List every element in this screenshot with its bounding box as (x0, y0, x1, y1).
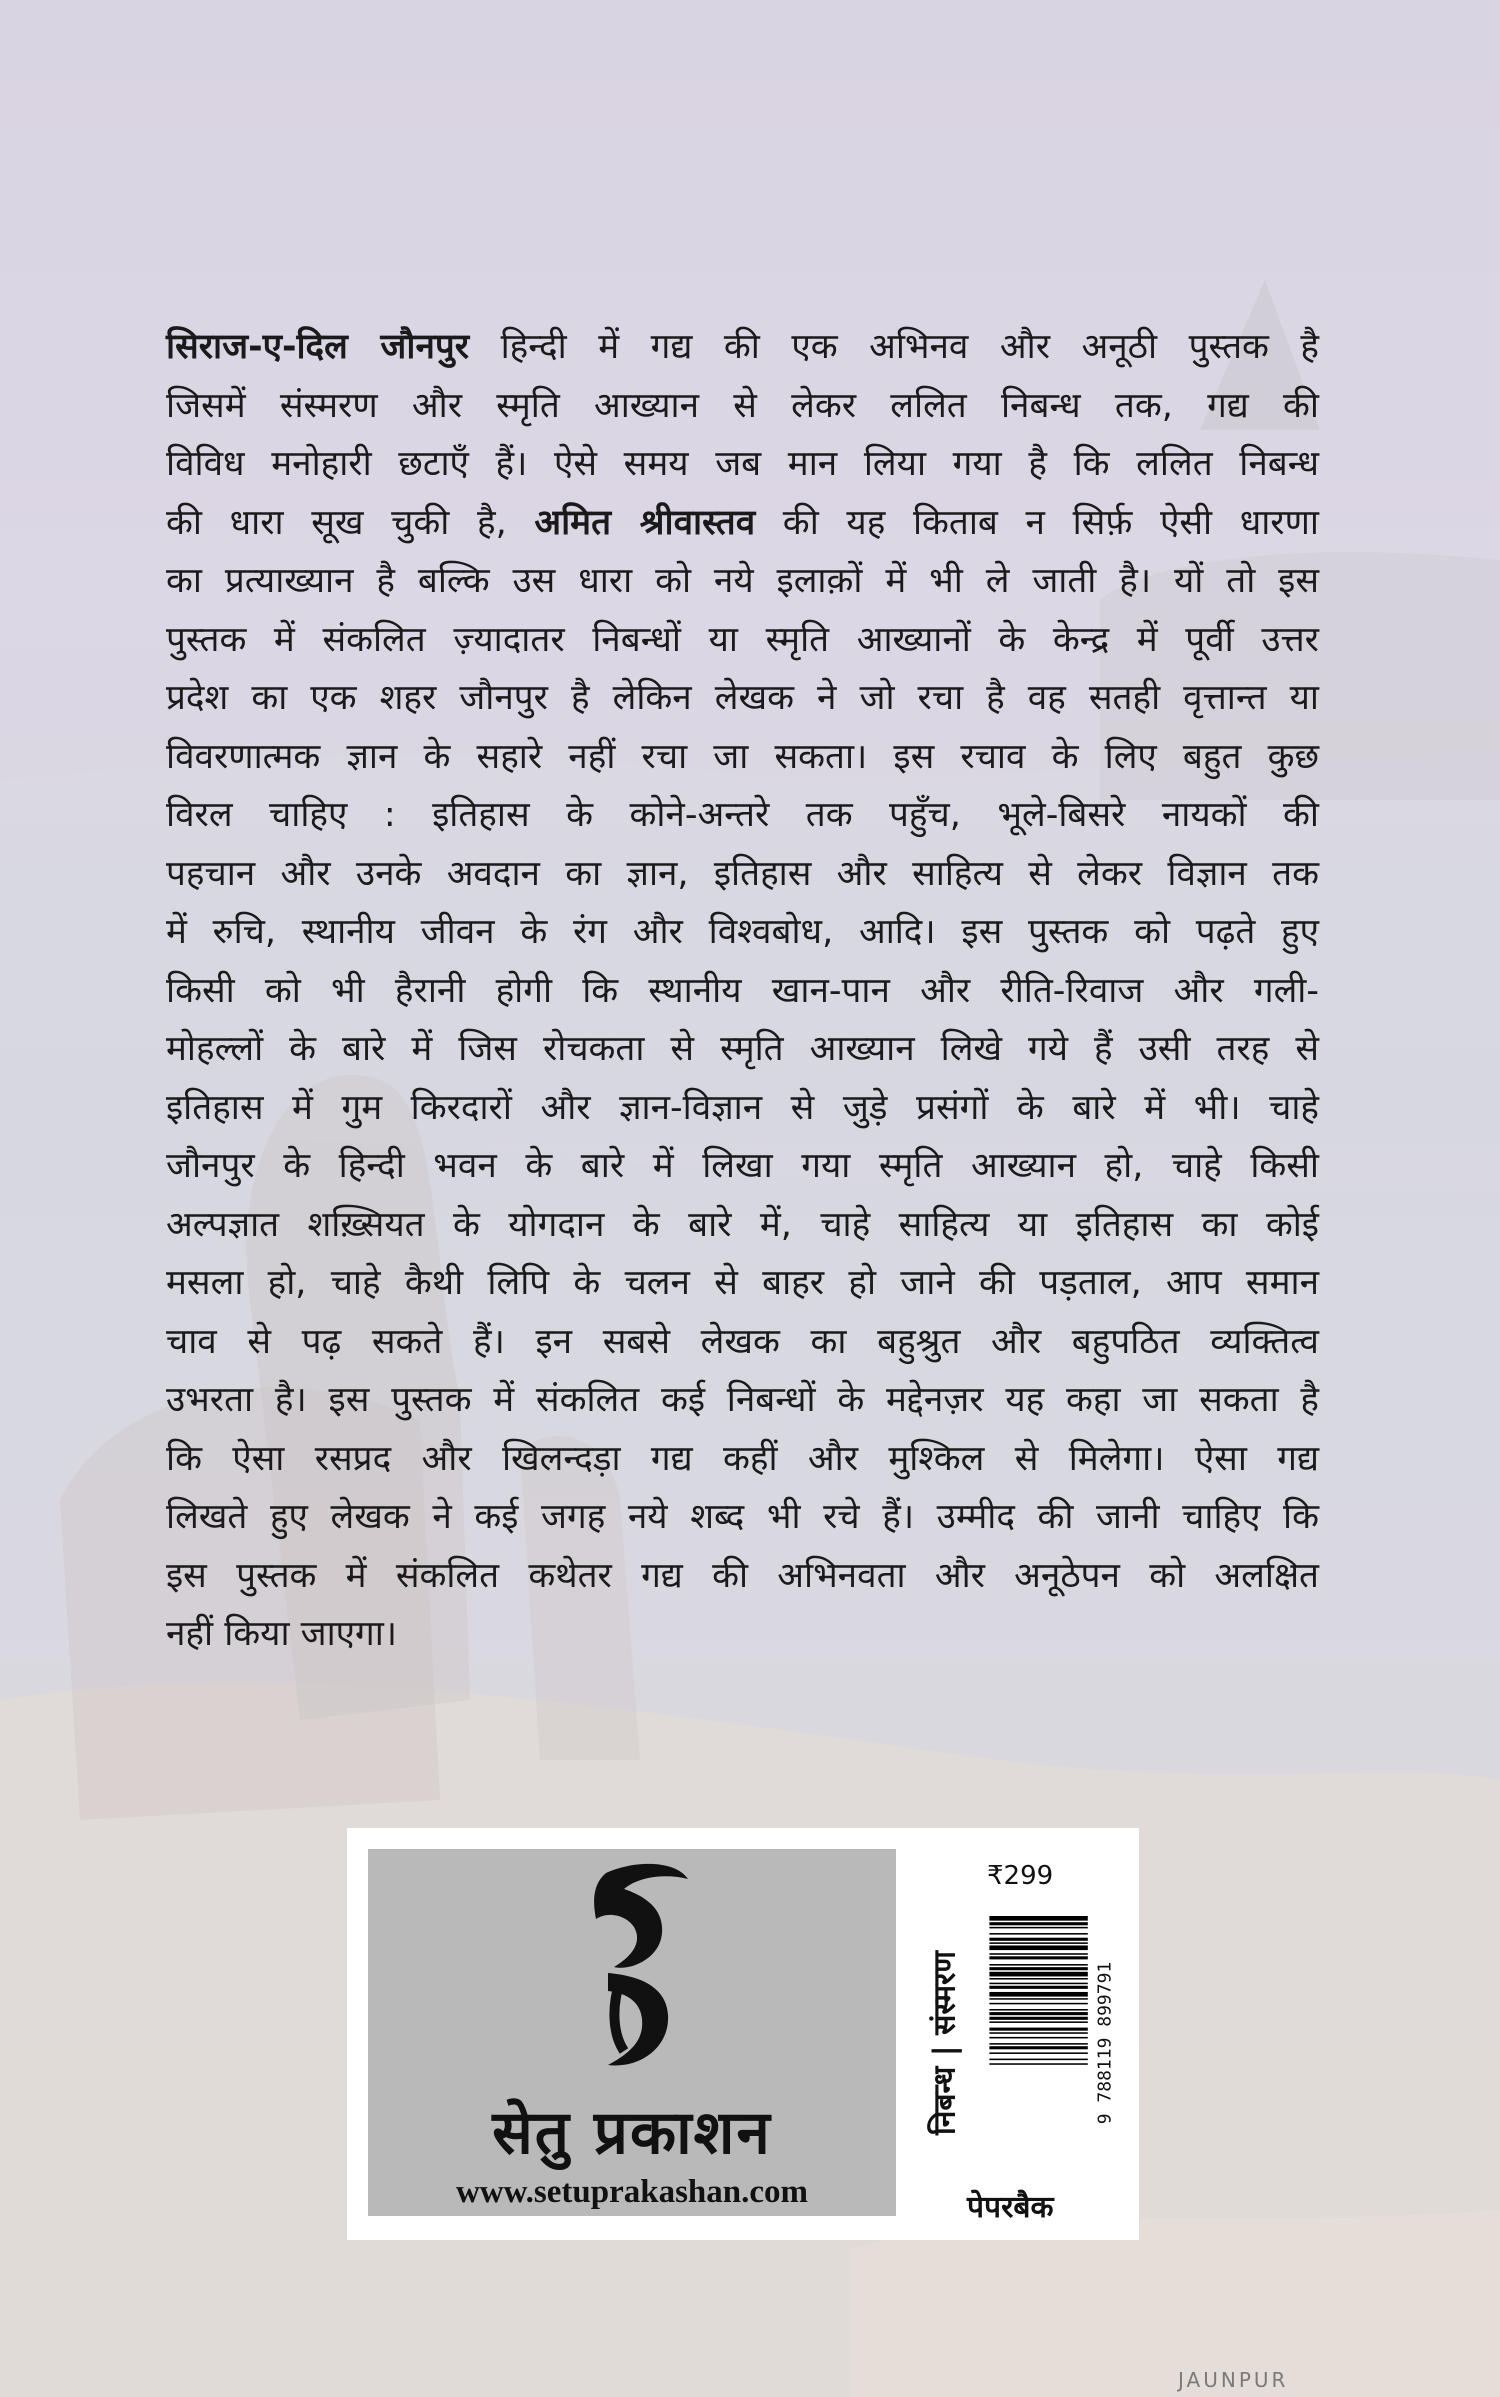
publisher-panel (347, 1828, 1139, 2240)
blurb-text: का प्रत्याख्यान है बल्कि उस धारा को नये इलाक़ों में भी ले जाती है। यों तो इस (166, 561, 1319, 601)
blurb-line (166, 1371, 1319, 1430)
blurb-text: प्रदेश का एक शहर जौनपुर है लेकिन लेखक ने जो रचा है वह सतही वृत्तान्त या (166, 678, 1319, 718)
barcode-bar (989, 2012, 1087, 2015)
barcode-bar (989, 1945, 1087, 1950)
blurb-line (166, 377, 1319, 436)
publisher-url[interactable]: www.setuprakashan.com (455, 2174, 809, 2210)
back-cover-blurb (166, 318, 1319, 1664)
genre-text: निबन्ध | संस्मरण (927, 1950, 963, 2136)
illustration-signature: JAUNPUR (1178, 2368, 1289, 2392)
barcode-bar (989, 2043, 1087, 2045)
barcode-bar (989, 1972, 1087, 1977)
barcode-bar (989, 2003, 1087, 2005)
barcode-bar (989, 1967, 1087, 1970)
blurb-line (166, 1254, 1319, 1313)
blurb-line (166, 962, 1319, 1021)
barcode-bar (989, 1927, 1087, 1929)
blurb-text: कि ऐसा रसप्रद और खिलन्दड़ा गद्य कहीं और मुश्किल से मिलेगा। ऐसा गद्य (166, 1438, 1319, 1479)
blurb-line (166, 669, 1319, 728)
blurb-text: नहीं किया जाएगा। (166, 1614, 398, 1654)
blurb-text: पुस्तक में संकलित ज़्यादातर निबन्धों या स्मृति आख्यानों के केन्द्र में पूर्वी उत्तर (166, 619, 1319, 660)
barcode-bar (989, 1956, 1087, 1959)
blurb-text: चाव से पढ़ सकते हैं। इन सबसे लेखक का बहुश्रुत और बहुपठित व्यक्तित्व (166, 1321, 1319, 1362)
blurb-line (166, 1430, 1319, 1489)
barcode-bar (989, 2046, 1087, 2049)
setu-logo-icon (568, 1855, 698, 2075)
blurb-line (166, 1313, 1319, 1372)
blurb-line (166, 611, 1319, 670)
barcode-bar (989, 1998, 1087, 2000)
price: ₹299 (987, 1861, 1054, 1891)
blurb-text: हिन्दी में गद्य की एक अभिनव और अनूठी पुस्तक है (469, 327, 1319, 367)
blurb-text: पहचान और उनके अवदान का ज्ञान, इतिहास और साहित्य से लेकर विज्ञान तक (166, 853, 1319, 894)
blurb-emphasis: सिराज-ए-दिल जौनपुर (166, 327, 470, 367)
blurb-text: में रुचि, स्थानीय जीवन के रंग और विश्वबोध, आदि। इस पुस्तक को पढ़ते हुए (166, 912, 1319, 952)
blurb-text: विरल चाहिए : इतिहास के कोने-अन्तरे तक पहुँच, भूले-बिसरे नायकों की (166, 795, 1319, 835)
barcode-bar (989, 1933, 1087, 1935)
blurb-text: लिखते हुए लेखक ने कई जगह नये शब्द भी रचे हैं। उम्मीद की जानी चाहिए कि (166, 1497, 1319, 1537)
blurb-text: जौनपुर के हिन्दी भवन के बारे में लिखा गया स्मृति आख्यान हो, चाहे किसी (166, 1146, 1319, 1186)
blurb-text: की धारा सूख चुकी है, (166, 502, 535, 543)
barcode-bar (989, 1992, 1087, 1997)
barcode-bar (989, 1983, 1087, 1985)
barcode-bar (989, 1978, 1087, 1980)
blurb-line (166, 494, 1319, 553)
blurb-text: उभरता है। इस पुस्तक में संकलित कई निबन्धों के मद्देनज़र यह कहा जा सकता है (166, 1380, 1319, 1420)
blurb-emphasis: अमित श्रीवास्तव (534, 502, 756, 543)
blurb-text: इतिहास में गुम किरदारों और ज्ञान-विज्ञान से जुड़े प्रसंगों के बारे में भी। चाहे (166, 1087, 1319, 1128)
isbn-number (1093, 1912, 1117, 2174)
blurb-text: जिसमें संस्मरण और स्मृति आख्यान से लेकर ललित निबन्ध तक, गद्य की (166, 385, 1319, 426)
publisher-logo-box (368, 1849, 896, 2216)
blurb-text: मसला हो, चाहे कैथी लिपि के चलन से बाहर हो जाने की पड़ताल, आप समान (166, 1263, 1319, 1303)
barcode-bar (989, 1938, 1087, 1941)
blurb-line (166, 1079, 1319, 1138)
barcode-bar (989, 1942, 1087, 1944)
barcode-bar (989, 2032, 1087, 2034)
barcode-bar (989, 1986, 1087, 1989)
blurb-text: किसी को भी हैरानी होगी कि स्थानीय खान-पान और रीति-रिवाज और गली- (166, 970, 1319, 1011)
blurb-line (166, 845, 1319, 904)
barcode-bar (989, 2017, 1087, 2020)
blurb-line (166, 786, 1319, 845)
blurb-line (166, 903, 1319, 962)
blurb-line (166, 1488, 1319, 1547)
blurb-line (166, 435, 1319, 494)
blurb-line (166, 1196, 1319, 1255)
blurb-line (166, 728, 1319, 787)
blurb-line (166, 552, 1319, 611)
blurb-line (166, 1137, 1319, 1196)
barcode-bar (989, 2009, 1087, 2011)
barcode-bar (989, 2059, 1087, 2061)
binding-type: पेपरबैक (967, 2190, 1054, 2225)
barcode-bar (989, 2037, 1087, 2039)
blurb-line (166, 1020, 1319, 1079)
blurb-text: इस पुस्तक में संकलित कथेतर गद्य की अभिनवता और अनूठेपन को अलक्षित (166, 1555, 1319, 1596)
blurb-line (166, 1605, 1319, 1664)
barcode-bar (989, 1922, 1087, 1925)
blurb-line (166, 318, 1319, 377)
blurb-text: मोहल्लों के बारे में जिस रोचकता से स्मृति आख्यान लिखे गये हैं उसी तरह से (166, 1029, 1319, 1069)
blurb-text: की यह किताब न सिर्फ़ ऐसी धारणा (755, 502, 1319, 543)
barcode-bar (989, 2052, 1087, 2054)
barcode-icon (987, 1912, 1107, 2174)
genre-label (920, 1873, 966, 2213)
blurb-text: विविध मनोहारी छटाएँ हैं। ऐसे समय जब मान लिया गया है कि ललित निबन्ध (166, 444, 1319, 484)
barcode-bar (989, 1916, 1087, 1921)
publisher-name: सेतु प्रकाशन (492, 2098, 772, 2168)
blurb-line (166, 1547, 1319, 1606)
blurb-text: अल्पज्ञात शख़्सियत के योगदान के बारे में, चाहे साहित्य या इतिहास का कोई (166, 1204, 1319, 1245)
barcode-bar (989, 1953, 1087, 1955)
barcode-bar (989, 2021, 1087, 2023)
barcode-bar (989, 1964, 1087, 1966)
blurb-text: विवरणात्मक ज्ञान के सहारे नहीं रचा जा सकता। इस रचाव के लिए बहुत कुछ (166, 736, 1319, 777)
barcode-bar (989, 2028, 1087, 2031)
isbn-text: 9 788119 899791 (1094, 1961, 1116, 2125)
barcode-bar (989, 2063, 1087, 2065)
